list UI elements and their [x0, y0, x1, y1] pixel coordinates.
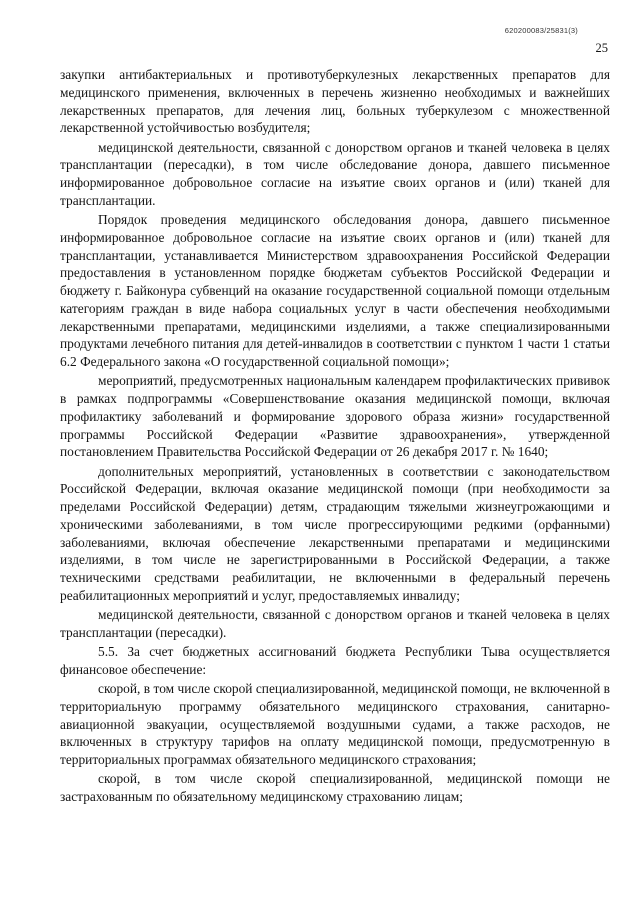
paragraph: скорой, в том числе скорой специализированной, медицинской помощи, не включенной в территориальную программу обязательного медицинского страхования, санитарно-авиационной эвакуации, осуществляемой воздушными судами, а также расходов, не включенных в структуру тарифов на оплату медицинской помощи, предусмотренную в территориальных программах обязательного медицинского страхования; [60, 681, 610, 767]
paragraph: медицинской деятельности, связанной с донорством органов и тканей человека в целях трансплантации (пересадки), в том числе обследование донора, давшего письменное информированное добровольное согласие на изъятие своих органов и (или) тканей для трансплантации. [60, 139, 610, 208]
paragraph: Порядок проведения медицинского обследования донора, давшего письменное информированное добровольное согласие на изъятие своих органов и (или) тканей для трансплантации, устанавливается Министерством здравоохранения Российской Федерации предоставления в установленном порядке бюджетам субъектов Российской Федерации и бюджету г. Байконура субвенций на оказание государственной социальной помощи отдельным категориям граждан в виде набора социальных услуг в части обеспечения необходимыми лекарственными препаратами, медицинскими изделиями, а также специализированными продуктами лечебного питания для детей-инвалидов в соответствии с пунктом 1 части 1 статьи 6.2 Федерального закона «О государственной социальной помощи»; [60, 212, 610, 369]
paragraph: закупки антибактериальных и противотуберкулезных лекарственных препаратов для медицинского применения, включенных в перечень жизненно необходимых и важнейших лекарственных препаратов, для лечения лиц, больных туберкулезом с множественной лекарственной устойчивостью возбудителя; [60, 67, 610, 136]
section-paragraph-5-5: 5.5. За счет бюджетных ассигнований бюджета Республики Тыва осуществляется финансовое обеспечение: [60, 644, 610, 677]
paragraph: скорой, в том числе скорой специализированной, медицинской помощи не застрахованным по обязательному медицинскому страхованию лицам; [60, 771, 610, 804]
paragraph: дополнительных мероприятий, установленных в соответствии с законодательством Российской Федерации, включая оказание медицинской помощи (при необходимости за пределами Российской Федерации) детям, страдающим тяжелыми жизнеугрожающими и хроническими заболеваниями, в том числе прогрессирующими редкими (орфанными) заболеваниями, включая обеспечение лекарственными препаратами и медицинскими изделиями, в том числе не зарегистрированными в Российской Федерации, а также техническими средствами реабилитации, не включенными в федеральный перечень реабилитационных мероприятий и услуг, предоставляемых инвалиду; [60, 463, 610, 603]
document-body [60, 66, 610, 807]
document-code: 620200083/25831(3) [504, 26, 578, 35]
page-number: 25 [595, 41, 608, 55]
paragraph: медицинской деятельности, связанной с донорством органов и тканей человека в целях трансплантации (пересадки). [60, 607, 610, 640]
paragraph: мероприятий, предусмотренных национальным календарем профилактических прививок в рамках подпрограммы «Совершенствование оказания медицинской помощи, включая профилактику заболеваний и формирование здорового образа жизни» государственной программы Российской Федерации «Развитие здравоохранения», утвержденной постановлением Правительства Российской Федерации от 26 декабря 2017 г. № 1640; [60, 373, 610, 460]
